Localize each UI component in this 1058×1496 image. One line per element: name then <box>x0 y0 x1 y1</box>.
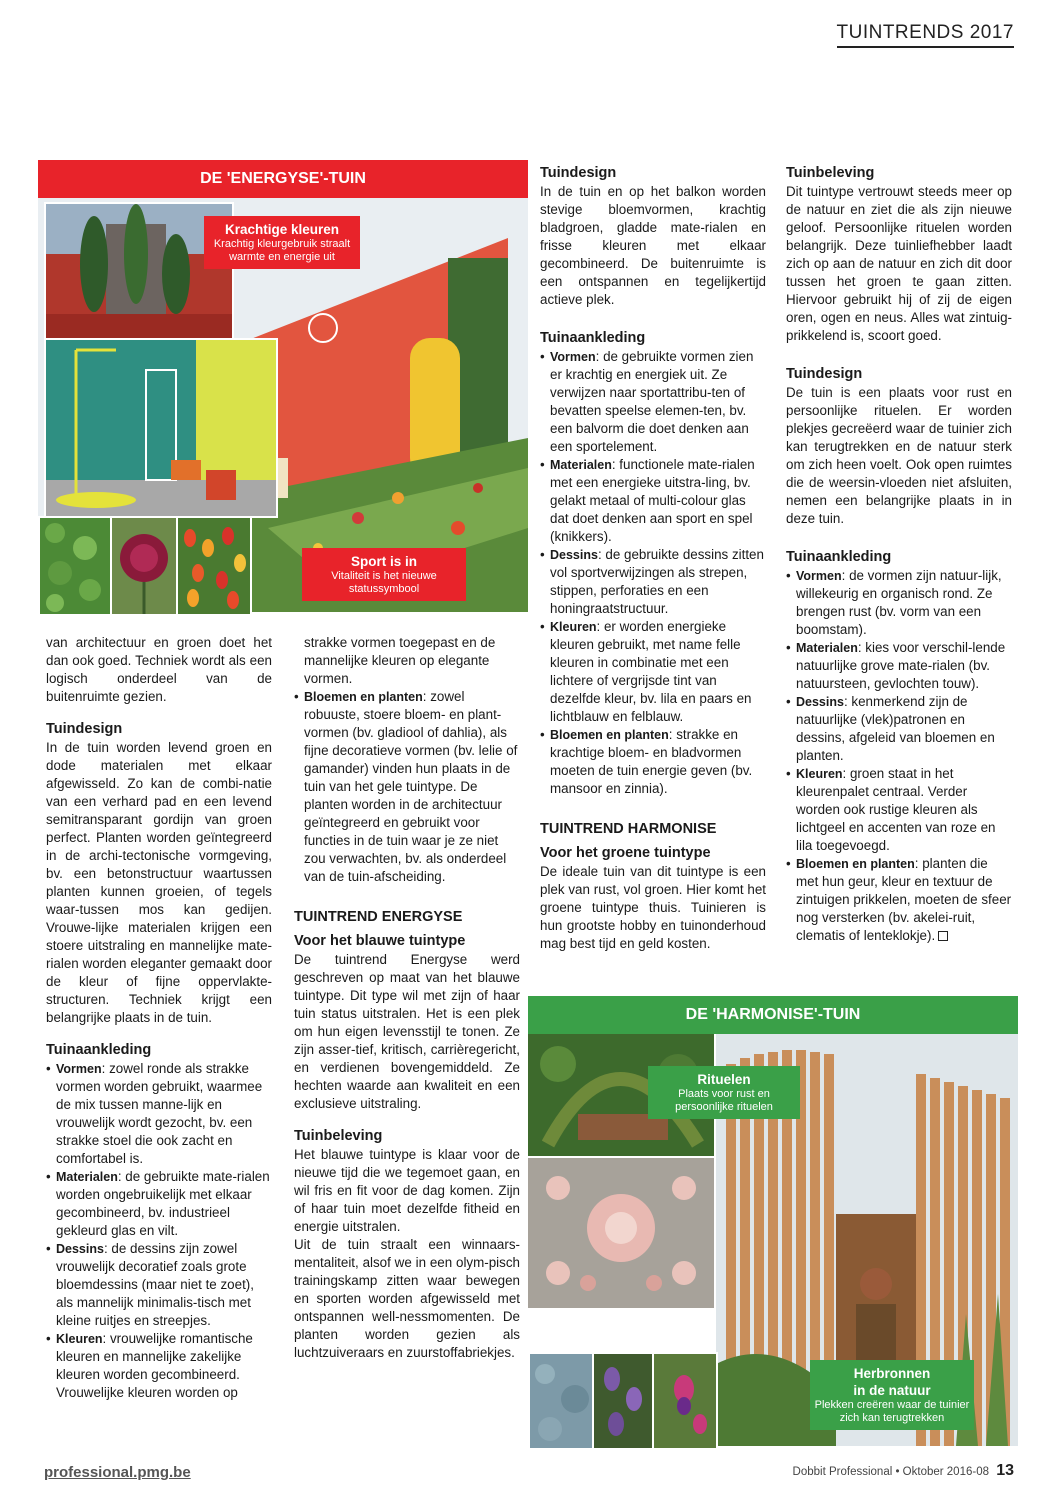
list-item: • Materialen: de gebruikte mate-rialen worden ongebruikelijk met elkaar gecombineerd, bv. industrieel gekleurd glas en vilt. <box>46 1168 272 1240</box>
col3-heading-trend: TUINTREND HARMONISE <box>540 821 717 837</box>
list-item: • Materialen: kies voor verschil-lende natuurlijke grove mate-rialen (bv. natuursteen, gevlochten touw). <box>786 639 1012 693</box>
caption-text: Vitaliteit is het nieuwe statussymbool <box>331 570 437 595</box>
col2-continuation: strakke vormen toegepast en de mannelijke kleuren op elegante vormen. <box>304 635 496 686</box>
caption-krachtige-kleuren <box>204 216 360 269</box>
list-item: • Kleuren: er worden energieke kleuren gebruikt, met name felle kleuren in combinatie met een lichtere of vergrijsde tint van dezelfde kleur, bv. lila en paars en lichtblauw en felblauw. <box>540 618 766 726</box>
col2-bullet-list <box>294 688 520 886</box>
caption-text: Plaats voor rust en persoonlijke rituelen <box>675 1088 773 1113</box>
harmonise-image-box <box>528 996 1018 1446</box>
col1-tuindesign-text: In de tuin worden levend groen en dode materialen met elkaar afgewisseld. Zo kan de combi-natie van een verhard pad en een levend semitransparant gordijn van groen perfect. Planten worden geïntegreerd in de archi-tectonische vormgeving, bv. een betonstructuur waartussen planten kunnen groeien, of tegels waar-tussen mos kan gedijen. Vrouwe-lijke materialen krijgen een stoere uitstraling en mannelijke mate-rialen worden eleganter gemaakt door de kleur of fijne oppervlakte-structuren. Techniek krijgt een belangrijke plaats in de tuin. <box>46 740 272 1025</box>
page-number: 13 <box>996 1462 1014 1479</box>
column-3 <box>540 164 766 953</box>
col4-heading-tuinbeleving: Tuinbeleving <box>786 165 875 181</box>
list-item: • Vormen: de gebruikte vormen zien er krachtig en energiek uit. Ze verwijzen naar sportattribu-ten of bevatten speelse elemen-ten, bv. een balvorm die doet denken aan een sportelement. <box>540 348 766 456</box>
column-2 <box>294 634 520 1362</box>
col3-heading-tuindesign: Tuindesign <box>540 165 617 181</box>
harmonise-inset-fuchsia <box>652 1352 718 1450</box>
col3-bullet-list <box>540 348 766 798</box>
column-4 <box>786 164 1012 945</box>
col3-heading-voor: Voor het groene tuintype <box>540 845 711 861</box>
col2-heading-tuinbeleving: Tuinbeleving <box>294 1128 383 1144</box>
col4-tuindesign-text: De tuin is een plaats voor rust en persoonlijke rituelen. Er worden plekjes gecreëerd waar de tuinier zich kan terugtrekken en de natuur sterk om zich heen voelt. Ook open ruimtes die de weersin-vloeden niet afsluiten, nemen een belangrijke plaats in in deze tuin. <box>786 385 1012 526</box>
col2-beleving-text-2: Uit de tuin straalt een winnaars-mentaliteit, alsof we in een olym-pisch trainingskamp zitten waar bewegen en sporten worden afgewisseld met ontspannen well-nessmomenten. De planten worden gezien als luchtzuiveraars en zuurstoffabriekjes. <box>294 1237 520 1360</box>
col1-intro: van architectuur en groen doet het dan ook goed. Techniek wordt als een logisch onderdeel van de buitenruimte gezien. <box>46 635 272 704</box>
col2-heading-voor: Voor het blauwe tuintype <box>294 933 466 949</box>
running-title: TUINTRENDS 2017 <box>837 22 1015 48</box>
list-item: • Bloemen en planten: zowel robuuste, stoere bloem- en plant-vormen (bv. gladiool of dahlia), als fijne decoratieve vormen (bv. lelie of gamander) vinden hun plaats in de tuin van het gele tuintype. De planten worden in de architectuur geïntegreerd en gebruikt voor functies in de tuin waar je ze niet zou verwachten, bv. als onderdeel van de tuin-afscheiding. <box>294 688 520 886</box>
caption-text: Krachtig kleurgebruik straalt warmte en energie uit <box>213 238 351 263</box>
list-item: • Kleuren: vrouwelijke romantische kleuren en mannelijke zakelijke kleuren worden gecombineerd. Vrouwelijke kleuren worden op <box>46 1330 272 1402</box>
caption-title: Sport is in <box>350 554 417 569</box>
footer-info <box>793 1462 1014 1480</box>
list-item: • Bloemen en planten: strakke en krachtige bloem- en bladvormen moeten de tuin energie geven (bv. mansoor en zinnia). <box>540 726 766 798</box>
end-of-article-icon <box>938 931 948 941</box>
col2-beleving-text-1: Het blauwe tuintype is klaar voor de nieuwe tijd die we tegemoet gaan, en wil fris en fit voor de dag komen. Zijn of haar tuin moet dezelfde fitheid en energie uitstralen. <box>294 1147 520 1234</box>
energyse-image-box <box>38 160 528 612</box>
caption-title-line1: Herbronnen <box>853 1366 931 1381</box>
list-item: • Dessins: kenmerkend zijn de natuurlijke (vlek)patronen en dessins, afgeleid van bloemen en planten. <box>786 693 1012 765</box>
col4-bullet-list <box>786 567 1012 945</box>
footer-magazine: Dobbit Professional • Oktober 2016-08 <box>792 1466 989 1478</box>
col2-heading-trend: TUINTREND ENERGYSE <box>294 909 463 925</box>
caption-title: Krachtige kleuren <box>224 222 340 237</box>
harmonise-inset-flower-mandala <box>528 1158 714 1308</box>
list-item: • Dessins: de gebruikte dessins zitten vol sportverwijzingen als strepen, stippen, perforaties en een honingraatstructuur. <box>540 546 766 618</box>
col1-heading-tuinaankleding: Tuinaankleding <box>46 1042 152 1058</box>
caption-herbronnen <box>810 1360 974 1430</box>
caption-text: Plekken creëren waar de tuinier zich kan terugtrekken <box>814 1399 970 1424</box>
list-item: • Kleuren: groen staat in het kleurenpalet centraal. Verder worden ook rustige kleuren als lichtgeel en accenten van roze en lila toegevoegd. <box>786 765 1012 855</box>
list-item: • Materialen: functionele mate-rialen met een energieke uitstra-ling, bv. gelakt metaal of multi-colour glas dat doet denken aan sport en spel (knikkers). <box>540 456 766 546</box>
col4-heading-tuinaankleding: Tuinaankleding <box>786 549 892 565</box>
footer-site-link[interactable]: professional.pmg.be <box>44 1464 191 1481</box>
caption-rituelen <box>648 1066 800 1119</box>
col1-bullet-list <box>46 1060 272 1402</box>
list-item: • Bloemen en planten: planten die met hun geur, kleur en textuur de zintuigen prikkelen, moeten de sfeer nog versterken (bv. akelei-ruit, clematis of lenteklokje). <box>786 855 1012 945</box>
energyse-inset-teal-wall <box>44 338 278 518</box>
list-item: • Vormen: de vormen zijn natuur-lijk, willekeurig en organisch rond. Ze brengen rust (bv. vorm van een boomstam). <box>786 567 1012 639</box>
harmonise-inset-bellflowers <box>592 1352 654 1450</box>
list-item: • Vormen: zowel ronde als strakke vormen worden gebruikt, waarmee de mix tussen manne-lijk en vrouwelijk wordt gezocht, bv. een strakke stoel die ook zacht en comfortabel is. <box>46 1060 272 1168</box>
caption-sport-is-in <box>302 548 466 601</box>
harmonise-banner: DE 'HARMONISE'-TUIN <box>528 996 1018 1034</box>
col4-beleving-text: Dit tuintype vertrouwt steeds meer op de natuur en ziet die als zijn nieuwe geloof. Persoonlijke rituelen worden belangrijk. Deze tuinliefhebber laadt zich op aan de natuur en zich dit door tussen het groen te gaan zitten. Hiervoor gebruikt hij of zij de eigen oren, ogen en neus. Alles wat zintuig-prikkelend is, scoort goed. <box>786 184 1012 343</box>
col1-heading-tuindesign: Tuindesign <box>46 721 123 737</box>
col2-voor-text: De tuintrend Energyse werd geschreven op maat van het blauwe tuintype. Dit type wil met zijn of haar tuin status uitstralen. Het is een plek om hun eigen levensstijl te tonen. Ze zijn asser-tief, kritisch, carrièregericht, en verdienen bovengemiddeld. Ze hechten waarde aan kwaliteit en een exclusieve uitstraling. <box>294 952 520 1111</box>
energyse-inset-tulips <box>176 516 252 616</box>
col4-heading-tuindesign: Tuindesign <box>786 366 863 382</box>
col3-tuindesign-text: In de tuin en op het balkon worden stevige bloemvormen, krachtig bladgroen, gladde mate-rialen en frisse kleuren met elkaar gecombineerd. De buitenruimte is een ontspannen en tegelijkertijd actieve plek. <box>540 184 766 307</box>
col3-heading-tuinaankleding: Tuinaankleding <box>540 330 646 346</box>
energyse-inset-leaves <box>38 516 112 616</box>
energyse-inset-dahlia <box>110 516 178 616</box>
caption-title: Rituelen <box>697 1072 751 1087</box>
harmonise-inset-moss <box>528 1352 594 1450</box>
column-1 <box>46 634 272 1402</box>
list-item: • Dessins: de dessins zijn zowel vrouwelijk decoratief zoals grote bloemdessins (maar niet te zoet), als mannelijk minimalis-tisch met kleine ruitjes en streepjes. <box>46 1240 272 1330</box>
energyse-banner: DE 'ENERGYSE'-TUIN <box>38 160 528 198</box>
caption-title-line2: in de natuur <box>853 1383 931 1398</box>
col3-voor-text: De ideale tuin van dit tuintype is een plek van rust, vol groen. Hier komt het groene tuintype thuis. Tuinieren is hun grootste hobby en tuinonderhoud mag best tijd en geld kosten. <box>540 864 766 951</box>
